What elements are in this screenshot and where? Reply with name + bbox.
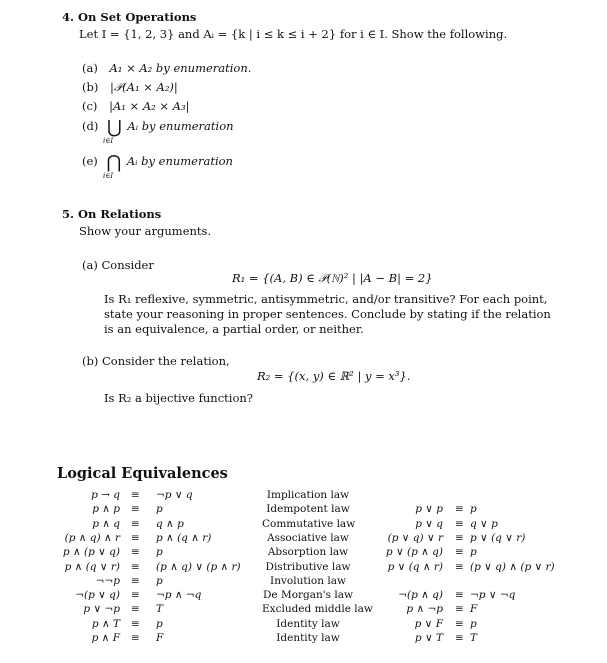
- problem5-a-question: Is R₁ reflexive, symmetric, antisymmetric, and/or transitive? For each point, state your reasoning in proper sentences. Conclude by stating if the relation is an equivalence, a partial order, or neither.: [104, 292, 551, 336]
- problem4-item-e: [82, 154, 302, 184]
- equivalence-symbol: ≡: [131, 617, 140, 630]
- dual-left-expression: p ∨ p: [415, 503, 443, 516]
- right-expression: ¬p ∨ q: [156, 489, 193, 501]
- left-expression: p ∧ q: [92, 517, 120, 530]
- equivalence-row: [0, 546, 607, 560]
- equivalence-symbol: ≡: [131, 560, 140, 573]
- item-label: (d): [82, 119, 99, 133]
- item-label: (c): [82, 99, 98, 113]
- right-expression: T: [156, 603, 164, 616]
- dual-right-expression: F: [470, 603, 478, 616]
- dual-left-expression: p ∨ (q ∧ r): [387, 560, 443, 573]
- item-label: (e): [82, 154, 98, 168]
- law-name: Identity law: [276, 617, 340, 630]
- item-text: |𝒫(A₁ × A₂)|: [110, 80, 178, 94]
- equivalences-title: Logical Equivalences: [57, 465, 228, 482]
- equivalence-symbol: ≡: [131, 546, 140, 559]
- problem4-item-a: [82, 61, 251, 75]
- right-expression: ¬p ∧ ¬q: [156, 589, 202, 602]
- equivalence-symbol: ≡: [455, 531, 464, 544]
- law-name: Associative law: [267, 531, 349, 544]
- equivalence-symbol: ≡: [131, 503, 140, 516]
- dual-left-expression: p ∨ T: [414, 632, 443, 644]
- equivalence-symbol: ≡: [455, 546, 464, 559]
- equivalence-row: [0, 518, 607, 532]
- right-expression: q ∧ p: [156, 517, 184, 530]
- left-expression: p ∧ (p ∨ q): [62, 546, 120, 559]
- problem5-b-label: (b) Consider the relation,: [82, 354, 230, 368]
- left-expression: p ∧ T: [91, 617, 120, 630]
- item-label: (a): [82, 61, 98, 75]
- equivalence-symbol: ≡: [455, 632, 464, 644]
- item-text: Aᵢ by enumeration: [127, 119, 234, 133]
- equivalence-symbol: ≡: [455, 503, 464, 516]
- equivalence-symbol: ≡: [131, 531, 140, 544]
- union-index: i∈I: [103, 137, 114, 145]
- left-expression: p → q: [91, 489, 120, 501]
- left-expression: p ∧ p: [92, 503, 120, 516]
- item-label: (b): [82, 80, 99, 94]
- dual-left-expression: ¬(p ∧ q): [398, 589, 443, 602]
- problem4-intro: Let I = {1, 2, 3} and Aᵢ = {k | i ≤ k ≤ i + 2} for i ∈ I. Show the following.: [79, 27, 508, 41]
- equivalence-row: [0, 503, 607, 517]
- equivalence-symbol: ≡: [455, 560, 464, 573]
- equivalence-row: [0, 575, 607, 589]
- equivalence-row: [0, 532, 607, 546]
- dual-left-expression: p ∨ (p ∧ q): [385, 546, 443, 559]
- dual-right-expression: (p ∨ q) ∧ (p ∨ r): [470, 560, 555, 573]
- dual-right-expression: q ∨ p: [470, 517, 498, 530]
- problem5-a-formula: R₁ = {(A, B) ∈ 𝒫(ℕ)² | |A − B| = 2}: [232, 271, 433, 285]
- law-name: Excluded middle law: [262, 603, 373, 616]
- dual-left-expression: p ∨ F: [414, 617, 443, 630]
- right-expression: p: [156, 546, 163, 559]
- equivalence-row: [0, 561, 607, 575]
- equivalence-row: [0, 589, 607, 603]
- equivalence-symbol: ≡: [131, 589, 140, 602]
- right-expression: p ∧ (q ∧ r): [156, 531, 212, 544]
- right-expression: F: [156, 632, 164, 644]
- equivalence-row: [0, 618, 607, 632]
- equivalence-row: [0, 603, 607, 617]
- law-name: Idempotent law: [266, 503, 350, 516]
- left-expression: p ∧ F: [91, 632, 120, 644]
- dual-right-expression: p ∨ (q ∨ r): [470, 531, 526, 544]
- problem5-b-formula: R₂ = {(x, y) ∈ ℝ² | y = x³}.: [257, 369, 411, 383]
- dual-left-expression: p ∧ ¬p: [406, 603, 443, 616]
- law-name: Identity law: [276, 632, 340, 644]
- big-union-symbol: ⋃: [107, 117, 122, 138]
- problem5-a-label: (a) Consider: [82, 258, 154, 272]
- equivalence-symbol: ≡: [455, 603, 464, 616]
- problem4-item-d: [82, 119, 302, 149]
- equivalence-symbol: ≡: [131, 632, 140, 644]
- intersection-index: i∈I: [103, 172, 114, 180]
- big-intersection-symbol: ⋂: [106, 152, 122, 173]
- equivalence-row: [0, 489, 607, 503]
- law-name: Involution law: [270, 574, 346, 587]
- left-expression: p ∧ (q ∨ r): [64, 560, 120, 573]
- right-expression: p: [156, 503, 163, 516]
- left-expression: ¬(p ∨ q): [75, 589, 120, 602]
- right-expression: (p ∧ q) ∨ (p ∧ r): [156, 560, 241, 573]
- right-expression: p: [156, 574, 163, 587]
- dual-right-expression: ¬p ∨ ¬q: [470, 589, 516, 602]
- problem5-b-question: Is R₂ a bijective function?: [104, 391, 253, 405]
- item-text: Aᵢ by enumeration: [126, 154, 233, 168]
- equivalence-symbol: ≡: [131, 574, 140, 587]
- equivalence-row: [0, 632, 607, 646]
- equivalence-symbol: ≡: [131, 489, 140, 501]
- problem5-heading: 5. On Relations: [62, 207, 162, 221]
- dual-right-expression: p: [470, 503, 477, 516]
- problem5-intro: Show your arguments.: [79, 224, 212, 238]
- dual-left-expression: p ∨ q: [415, 517, 443, 530]
- equivalence-symbol: ≡: [131, 603, 140, 616]
- problem4-item-c: [82, 99, 189, 113]
- item-text: A₁ × A₂ by enumeration.: [109, 61, 252, 75]
- left-expression: ¬¬p: [95, 574, 120, 587]
- dual-right-expression: p: [470, 546, 477, 559]
- law-name: Absorption law: [267, 546, 349, 559]
- problem4-heading: 4. On Set Operations: [62, 10, 197, 24]
- law-name: Implication law: [266, 489, 350, 501]
- dual-left-expression: (p ∨ q) ∨ r: [387, 531, 443, 544]
- right-expression: p: [156, 617, 163, 630]
- law-name: Distributive law: [265, 560, 351, 573]
- equivalence-symbol: ≡: [455, 517, 464, 530]
- dual-right-expression: T: [470, 632, 478, 644]
- equivalence-symbol: ≡: [455, 617, 464, 630]
- left-expression: p ∨ ¬p: [83, 603, 120, 616]
- equivalence-symbol: ≡: [455, 589, 464, 602]
- law-name: Commutative law: [262, 517, 356, 530]
- left-expression: (p ∧ q) ∧ r: [64, 531, 120, 544]
- dual-right-expression: p: [470, 617, 477, 630]
- item-text: |A₁ × A₂ × A₃|: [109, 99, 190, 113]
- law-name: De Morgan's law: [262, 589, 354, 602]
- problem4-item-b: [82, 80, 178, 95]
- equivalence-symbol: ≡: [131, 517, 140, 530]
